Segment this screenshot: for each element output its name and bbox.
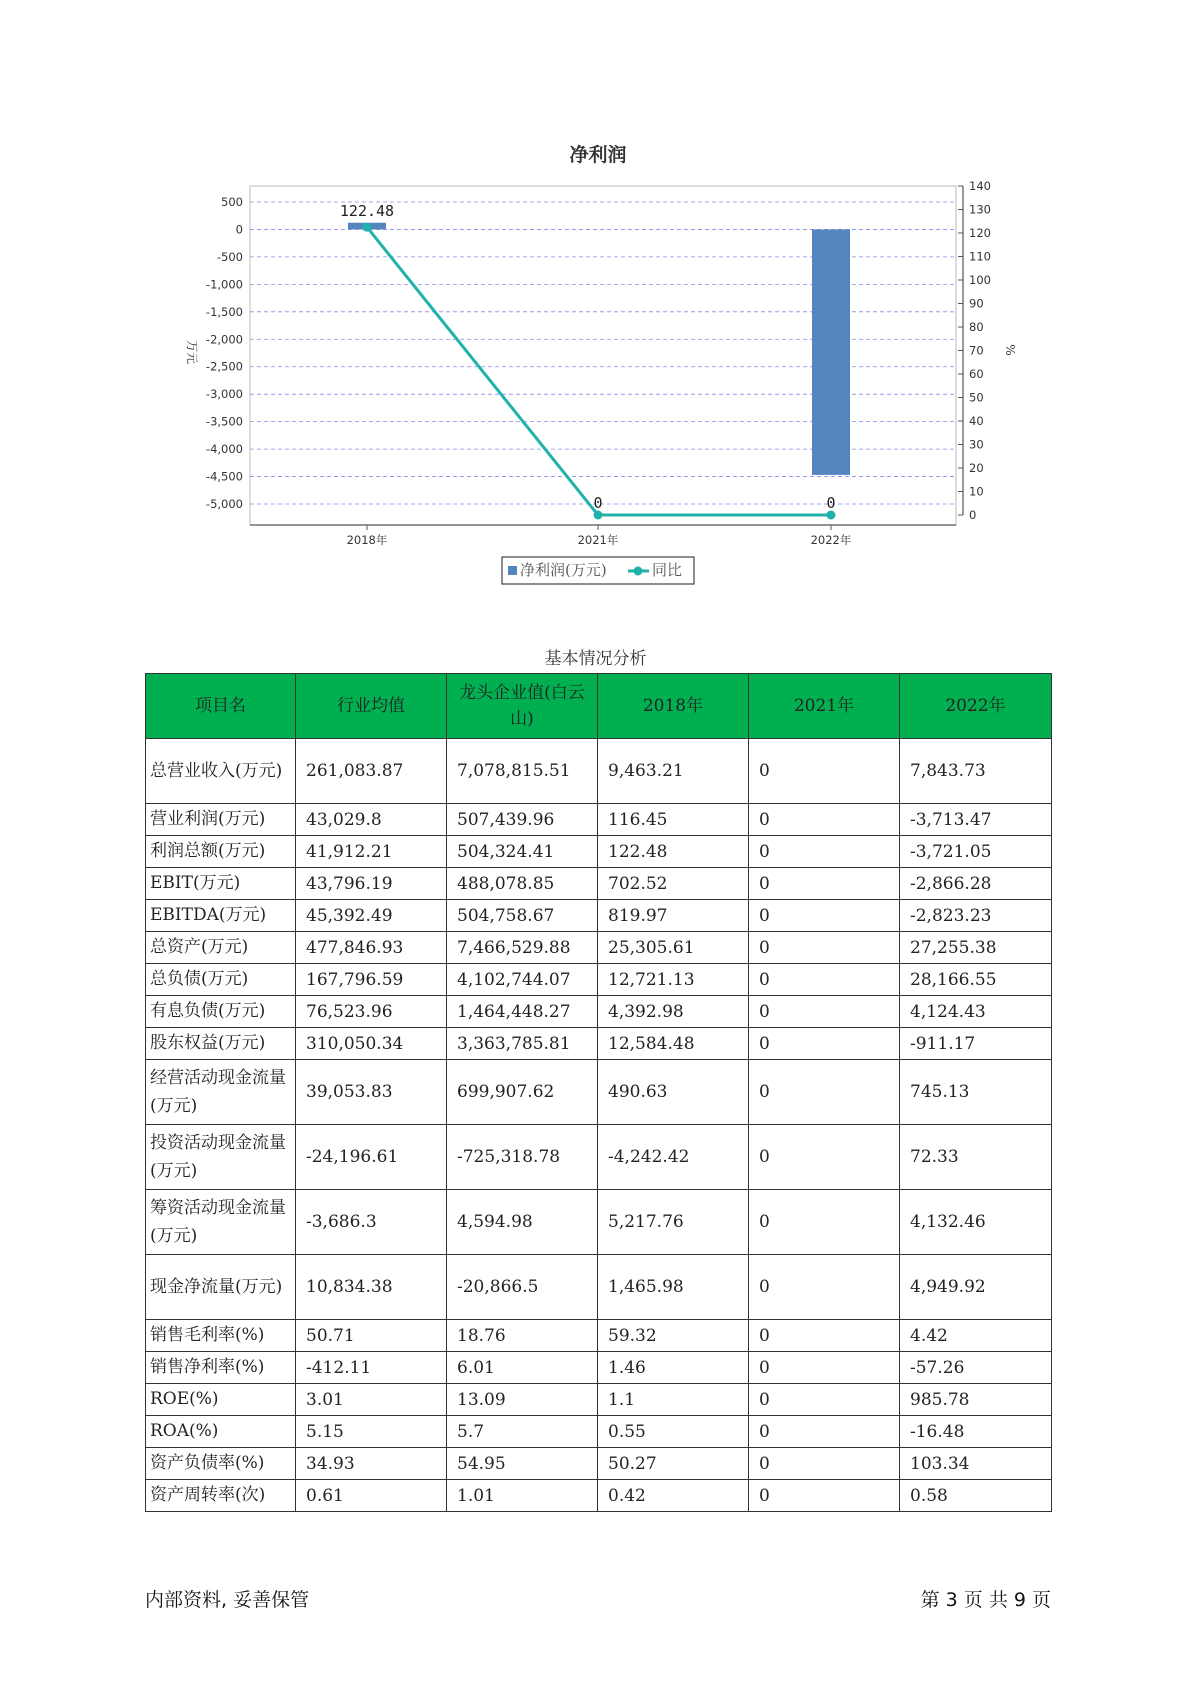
x-tick-label: 2021年 <box>577 533 619 547</box>
value-cell: 0 <box>749 996 900 1028</box>
table-row <box>146 1320 1052 1352</box>
value-cell: 4,124.43 <box>900 996 1052 1028</box>
value-cell: 0 <box>749 868 900 900</box>
chart-gridlines <box>250 202 956 504</box>
row-label-cell: 资产负债率(%) <box>146 1448 296 1480</box>
left-tick-label: -500 <box>216 249 243 264</box>
value-cell: 985.78 <box>900 1384 1052 1416</box>
value-cell: -57.26 <box>900 1352 1052 1384</box>
value-cell: 0 <box>749 1320 900 1352</box>
x-tick-label: 2022年 <box>810 533 852 547</box>
right-tick-label: 120 <box>969 226 991 240</box>
value-cell: 4,594.98 <box>447 1190 598 1255</box>
header-cell: 行业均值 <box>296 674 447 739</box>
value-cell: 0 <box>749 1028 900 1060</box>
right-tick-label: 140 <box>969 179 991 193</box>
right-tick-label: 10 <box>969 484 984 499</box>
value-cell: 54.95 <box>447 1448 598 1480</box>
x-axis-ticks <box>347 525 852 547</box>
legend-bar-label: 净利润(万元) <box>520 561 607 579</box>
row-label-cell: EBIT(万元) <box>146 868 296 900</box>
value-cell: 699,907.62 <box>447 1060 598 1125</box>
table-header-row <box>146 674 1052 739</box>
data-label: 0 <box>593 494 603 512</box>
legend-bar-swatch <box>508 566 517 575</box>
left-tick-label: -1,500 <box>205 304 243 319</box>
right-tick-label: 100 <box>969 273 991 287</box>
left-tick-label: -2,500 <box>205 359 243 374</box>
value-cell: 0 <box>749 900 900 932</box>
value-cell: 5.15 <box>296 1416 447 1448</box>
value-cell: 0 <box>749 804 900 836</box>
left-tick-label: -3,500 <box>205 414 243 429</box>
value-cell: 50.71 <box>296 1320 447 1352</box>
value-cell: -412.11 <box>296 1352 447 1384</box>
footer-page-number: 第 3 页 共 9 页 <box>920 1589 1051 1611</box>
value-cell: 0 <box>749 964 900 996</box>
value-cell: 0.42 <box>598 1480 749 1512</box>
value-cell: 122.48 <box>598 836 749 868</box>
left-tick-label: -4,500 <box>205 469 243 484</box>
row-label-cell: 总资产(万元) <box>146 932 296 964</box>
left-tick-label: -2,000 <box>205 332 243 347</box>
value-cell: 43,029.8 <box>296 804 447 836</box>
left-axis-title: 万元 <box>185 339 199 365</box>
value-cell: 0 <box>749 1448 900 1480</box>
value-cell: 25,305.61 <box>598 932 749 964</box>
value-cell: 76,523.96 <box>296 996 447 1028</box>
table-body <box>146 739 1052 1512</box>
value-cell: 490.63 <box>598 1060 749 1125</box>
value-cell: 1,465.98 <box>598 1255 749 1320</box>
chart-title: 净利润 <box>569 144 627 166</box>
table-row <box>146 1028 1052 1060</box>
table-row <box>146 932 1052 964</box>
table-row <box>146 739 1052 804</box>
value-cell: 167,796.59 <box>296 964 447 996</box>
plot-frame <box>250 186 956 525</box>
table-row <box>146 836 1052 868</box>
row-label-cell: 销售净利率(%) <box>146 1352 296 1384</box>
row-label-cell: ROA(%) <box>146 1416 296 1448</box>
right-tick-label: 0 <box>969 508 977 522</box>
right-tick-label: 20 <box>969 461 984 475</box>
table-row <box>146 964 1052 996</box>
right-tick-label: 50 <box>969 390 984 405</box>
value-cell: 504,758.67 <box>447 900 598 932</box>
value-cell: 0 <box>749 1416 900 1448</box>
data-labels <box>340 202 836 512</box>
left-tick-label: 0 <box>235 222 243 237</box>
value-cell: -3,686.3 <box>296 1190 447 1255</box>
value-cell: 28,166.55 <box>900 964 1052 996</box>
row-label-cell: 投资活动现金流量(万元) <box>146 1125 296 1190</box>
value-cell: 43,796.19 <box>296 868 447 900</box>
value-cell: 7,843.73 <box>900 739 1052 804</box>
value-cell: 116.45 <box>598 804 749 836</box>
value-cell: 5.7 <box>447 1416 598 1448</box>
value-cell: 0 <box>749 1125 900 1190</box>
row-label-cell: 总负债(万元) <box>146 964 296 996</box>
left-tick-label: 500 <box>221 195 243 209</box>
bar-series <box>348 223 850 475</box>
value-cell: 103.34 <box>900 1448 1052 1480</box>
value-cell: 27,255.38 <box>900 932 1052 964</box>
header-cell: 2021年 <box>749 674 900 739</box>
value-cell: 0 <box>749 836 900 868</box>
row-label-cell: 总营业收入(万元) <box>146 739 296 804</box>
right-tick-label: 60 <box>969 367 984 381</box>
left-tick-label: -4,000 <box>205 442 243 457</box>
value-cell: 45,392.49 <box>296 900 447 932</box>
value-cell: 507,439.96 <box>447 804 598 836</box>
value-cell: 10,834.38 <box>296 1255 447 1320</box>
header-cell: 龙头企业值(白云山) <box>447 674 598 739</box>
table-header <box>146 674 1052 739</box>
row-label-cell: EBITDA(万元) <box>146 900 296 932</box>
value-cell: 34.93 <box>296 1448 447 1480</box>
right-tick-label: 40 <box>969 414 984 428</box>
value-cell: 0.55 <box>598 1416 749 1448</box>
row-label-cell: 资产周转率(次) <box>146 1480 296 1512</box>
value-cell: 0.61 <box>296 1480 447 1512</box>
table-row <box>146 1255 1052 1320</box>
table-row <box>146 1384 1052 1416</box>
value-cell: 1.1 <box>598 1384 749 1416</box>
value-cell: 6.01 <box>447 1352 598 1384</box>
value-cell: 0 <box>749 932 900 964</box>
left-tick-label: -1,000 <box>205 277 243 292</box>
basic-analysis-table <box>145 673 1052 1512</box>
line-series <box>363 223 836 520</box>
row-label-cell: 经营活动现金流量(万元) <box>146 1060 296 1125</box>
legend-line-label: 同比 <box>652 561 683 579</box>
value-cell: 50.27 <box>598 1448 749 1480</box>
value-cell: -725,318.78 <box>447 1125 598 1190</box>
table-row <box>146 1448 1052 1480</box>
value-cell: -4,242.42 <box>598 1125 749 1190</box>
net-profit-chart <box>0 0 1191 600</box>
header-cell: 2022年 <box>900 674 1052 739</box>
value-cell: 310,050.34 <box>296 1028 447 1060</box>
value-cell: -2,823.23 <box>900 900 1052 932</box>
right-axis-title: % <box>1003 344 1017 356</box>
table-row <box>146 1190 1052 1255</box>
row-label-cell: 营业利润(万元) <box>146 804 296 836</box>
x-tick-label: 2018年 <box>346 533 388 547</box>
value-cell: 41,912.21 <box>296 836 447 868</box>
table-row <box>146 1416 1052 1448</box>
row-label-cell: 销售毛利率(%) <box>146 1320 296 1352</box>
left-tick-label: -5,000 <box>205 497 243 511</box>
value-cell: 5,217.76 <box>598 1190 749 1255</box>
value-cell: 504,324.41 <box>447 836 598 868</box>
value-cell: 7,078,815.51 <box>447 739 598 804</box>
value-cell: 0 <box>749 1060 900 1125</box>
value-cell: -2,866.28 <box>900 868 1052 900</box>
table-caption: 基本情况分析 <box>544 649 647 669</box>
right-tick-label: 30 <box>969 437 984 452</box>
table-row <box>146 868 1052 900</box>
value-cell: 702.52 <box>598 868 749 900</box>
net-profit-bar <box>812 229 850 474</box>
header-cell: 项目名 <box>146 674 296 739</box>
row-label-cell: 利润总额(万元) <box>146 836 296 868</box>
table-row <box>146 1480 1052 1512</box>
table-row <box>146 1125 1052 1190</box>
value-cell: 12,584.48 <box>598 1028 749 1060</box>
value-cell: 12,721.13 <box>598 964 749 996</box>
value-cell: 819.97 <box>598 900 749 932</box>
left-tick-label: -3,000 <box>205 387 243 402</box>
right-tick-label: 80 <box>969 320 984 334</box>
value-cell: 59.32 <box>598 1320 749 1352</box>
footer-confidential-note: 内部资料, 妥善保管 <box>145 1589 310 1611</box>
table-row <box>146 1352 1052 1384</box>
yoy-line <box>367 227 831 515</box>
value-cell: 0 <box>749 1190 900 1255</box>
data-label: 122.48 <box>339 202 395 220</box>
value-cell: -3,713.47 <box>900 804 1052 836</box>
value-cell: 39,053.83 <box>296 1060 447 1125</box>
value-cell: 261,083.87 <box>296 739 447 804</box>
row-label-cell: 筹资活动现金流量(万元) <box>146 1190 296 1255</box>
value-cell: 13.09 <box>447 1384 598 1416</box>
value-cell: 4,949.92 <box>900 1255 1052 1320</box>
value-cell: 18.76 <box>447 1320 598 1352</box>
value-cell: 0 <box>749 1480 900 1512</box>
value-cell: 7,466,529.88 <box>447 932 598 964</box>
value-cell: 4.42 <box>900 1320 1052 1352</box>
value-cell: -24,196.61 <box>296 1125 447 1190</box>
value-cell: 1.46 <box>598 1352 749 1384</box>
right-tick-label: 110 <box>969 249 991 264</box>
value-cell: 3,363,785.81 <box>447 1028 598 1060</box>
value-cell: 488,078.85 <box>447 868 598 900</box>
value-cell: 745.13 <box>900 1060 1052 1125</box>
value-cell: 4,102,744.07 <box>447 964 598 996</box>
legend-line-marker <box>634 567 643 576</box>
value-cell: -3,721.05 <box>900 836 1052 868</box>
value-cell: 9,463.21 <box>598 739 749 804</box>
data-label: 0 <box>826 494 836 512</box>
header-cell: 2018年 <box>598 674 749 739</box>
row-label-cell: 有息负债(万元) <box>146 996 296 1028</box>
value-cell: 0.58 <box>900 1480 1052 1512</box>
value-cell: 0 <box>749 1255 900 1320</box>
right-tick-label: 70 <box>969 343 984 358</box>
value-cell: -911.17 <box>900 1028 1052 1060</box>
table-row <box>146 1060 1052 1125</box>
value-cell: 1.01 <box>447 1480 598 1512</box>
table-row <box>146 996 1052 1028</box>
value-cell: 4,132.46 <box>900 1190 1052 1255</box>
value-cell: 0 <box>749 739 900 804</box>
row-label-cell: 股东权益(万元) <box>146 1028 296 1060</box>
table-row <box>146 900 1052 932</box>
value-cell: 0 <box>749 1384 900 1416</box>
chart-legend <box>502 557 694 584</box>
value-cell: 3.01 <box>296 1384 447 1416</box>
value-cell: 72.33 <box>900 1125 1052 1190</box>
value-cell: 4,392.98 <box>598 996 749 1028</box>
row-label-cell: 现金净流量(万元) <box>146 1255 296 1320</box>
row-label-cell: ROE(%) <box>146 1384 296 1416</box>
left-axis-ticks <box>206 195 243 511</box>
value-cell: 1,464,448.27 <box>447 996 598 1028</box>
right-tick-label: 130 <box>969 202 991 217</box>
table-row <box>146 804 1052 836</box>
value-cell: 0 <box>749 1352 900 1384</box>
yoy-point <box>363 223 372 232</box>
value-cell: -20,866.5 <box>447 1255 598 1320</box>
right-tick-label: 90 <box>969 296 984 311</box>
value-cell: -16.48 <box>900 1416 1052 1448</box>
value-cell: 477,846.93 <box>296 932 447 964</box>
